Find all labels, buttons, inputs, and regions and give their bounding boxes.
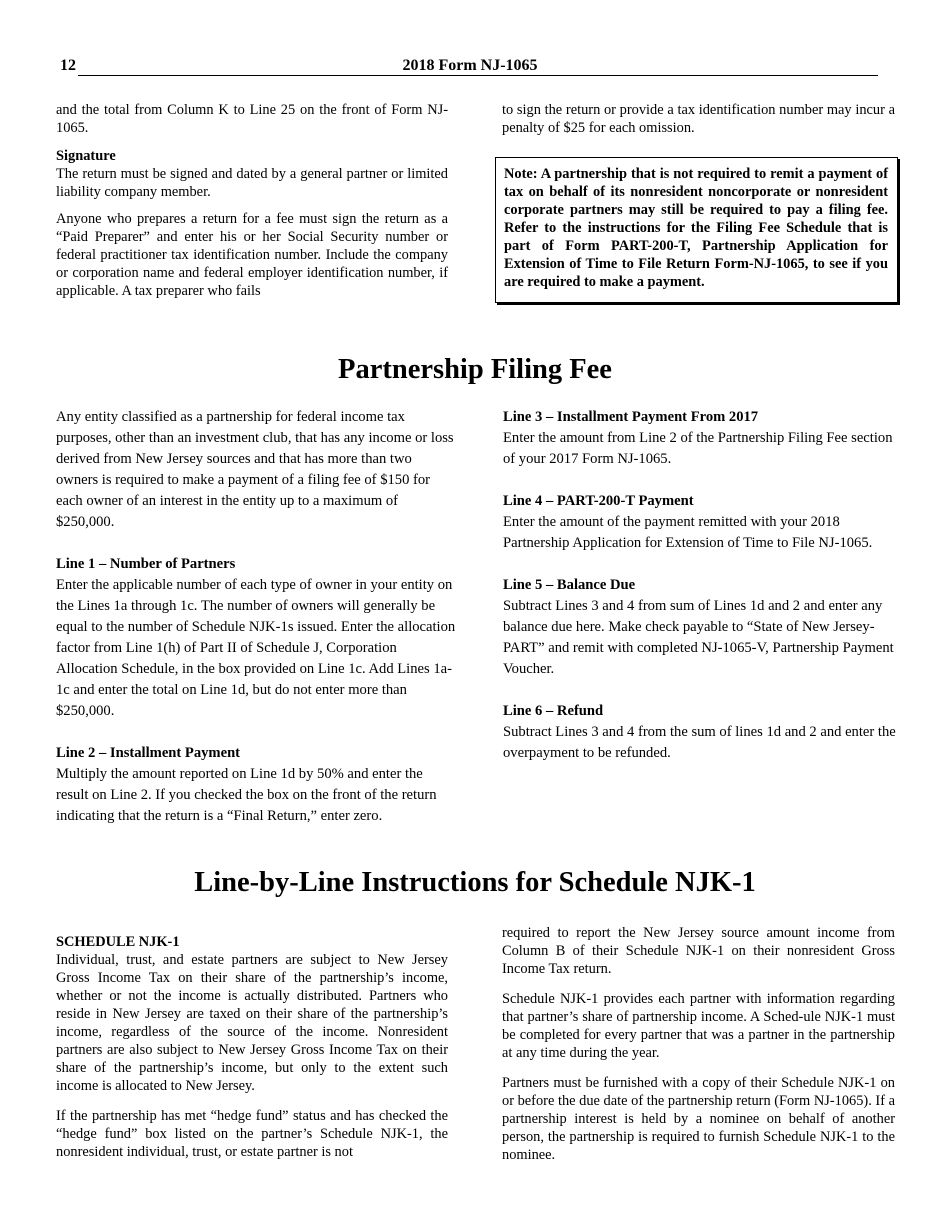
line-text: Multiply the amount reported on Line 1d by 50% and enter the result on Line 2. If you checked the box on the front of the return indicating that the return is a “Final Return,” enter zero. [56, 766, 437, 824]
njk1-left-column [56, 933, 448, 1170]
njk1-paragraph: Schedule NJK-1 provides each partner with information regarding that partner’s share of partnership income. A Sched-ule NJK-1 must be completed for every partner that was a partner in the partnership at any time during the year. [502, 991, 895, 1061]
page-number: 12 [60, 57, 76, 74]
njk1-paragraph: If the partnership has met “hedge fund” status and has checked the “hedge fund” box listed on the partner’s Schedule NJK-1, the nonresident individual, trust, or estate partner is not [56, 1108, 448, 1160]
line-text: Enter the applicable number of each type of owner in your entity on the Lines 1a through 1c. The number of owners will generally be equal to the number of Schedule NJK-1s issued. Enter the allocation factor from Line 1(h) of Part II of Schedule J, Corporation Allocation Schedule, in the box provided on Line 1c. Add Lines 1a-1c and enter the total on Line 1d, but do not enter more than $250,000. [56, 577, 456, 719]
filing-fee-intro: Any entity classified as a partnership for federal income tax purposes, other than an investment club, that has any income or loss derived from New Jersey sources and that has more than two owners is required to make a payment of a filing fee of $150 for each owner of an interest in the entity up to a maximum of $250,000. [56, 409, 454, 530]
njk1-paragraph: required to report the New Jersey source amount income from Column B of their Schedule NJK-1 on their nonresident Gross Income Tax return. [502, 925, 895, 977]
line-title: Line 1 – Number of Partners [56, 556, 236, 572]
continuation-paragraph: and the total from Column K to Line 25 on the front of Form NJ-1065. [56, 102, 448, 136]
njk1-heading: Line-by-Line Instructions for Schedule NJK-1 [194, 867, 756, 898]
signature-paragraph: The return must be signed and dated by a general partner or limited liability company member. [56, 166, 448, 200]
line-title: Line 6 – Refund [503, 703, 604, 719]
penalty-paragraph: to sign the return or provide a tax identification number may incur a penalty of $25 for each omission. [502, 102, 895, 136]
signature-paragraph: Anyone who prepares a return for a fee must sign the return as a “Paid Preparer” and enter his or her Social Security number or federal practitioner tax identification number. Include the company or corporation name and federal employer identification number, if applicable. A tax preparer who fails [56, 211, 448, 299]
top-left-column [56, 101, 448, 309]
line-title: Line 3 – Installment Payment From 2017 [503, 409, 759, 425]
line-text: Subtract Lines 3 and 4 from the sum of lines 1d and 2 and enter the overpayment to be refunded. [503, 724, 896, 761]
filing-fee-left-column [56, 407, 456, 848]
njk1-paragraph: Individual, trust, and estate partners are subject to New Jersey Gross Income Tax on their share of the partnership’s income, whether or not the income is actually distributed. Partners who reside in New Jersey are taxed on their share of the partnership’s income, regardless of the source of the income. Nonresident partners are also subject to New Jersey Gross Income Tax on their share of the partnership’s income, but only to the extent such income is allocated to New Jersey. [56, 952, 448, 1094]
line-6-block [503, 701, 903, 764]
line-text: Enter the amount of the payment remitted with your 2018 Partnership Application for Extension of Time to File NJ-1065. [503, 514, 873, 551]
signature-heading: Signature [56, 148, 116, 164]
line-text: Enter the amount from Line 2 of the Partnership Filing Fee section of your 2017 Form NJ-1065. [503, 430, 893, 467]
filing-fee-right-column [503, 407, 903, 785]
line-title: Line 4 – PART-200-T Payment [503, 493, 694, 509]
line-1-block [56, 554, 456, 722]
note-box [495, 157, 898, 303]
page-header [60, 57, 880, 79]
line-2-block [56, 743, 456, 827]
line-3-block [503, 407, 903, 470]
header-rule [78, 75, 878, 76]
line-title: Line 5 – Balance Due [503, 577, 636, 593]
line-title: Line 2 – Installment Payment [56, 745, 241, 761]
line-5-block [503, 575, 903, 680]
njk1-right-column [502, 924, 895, 1173]
line-text: Subtract Lines 3 and 4 from sum of Lines 1d and 2 and enter any balance due here. Make check payable to “State of New Jersey-PART” and remit with completed NJ-1065-V, Partnership Payment Voucher. [503, 598, 894, 677]
line-4-block [503, 491, 903, 554]
form-title: 2018 Form NJ-1065 [398, 57, 541, 74]
filing-fee-heading: Partnership Filing Fee [338, 354, 612, 385]
njk1-paragraph: Partners must be furnished with a copy of their Schedule NJK-1 on or before the due date of the partnership return (Form NJ-1065). If a partnership interest is held by a nominee on behalf of another person, the partnership is required to furnish Schedule NJK-1 to the nominee. [502, 1075, 895, 1163]
top-right-column [502, 101, 895, 146]
njk1-subheading: SCHEDULE NJK-1 [56, 934, 180, 950]
note-text: Note: A partnership that is not required to remit a payment of tax on behalf of its nonresident noncorporate or nonresident corporate partners may still be required to pay a filing fee. Refer to the instructions for the Filing Fee Schedule that is part of Form PART-200-T, Partnership Application for Extension of Time to File Return Form-NJ-1065, to see if you are required to make a payment. [504, 166, 888, 290]
